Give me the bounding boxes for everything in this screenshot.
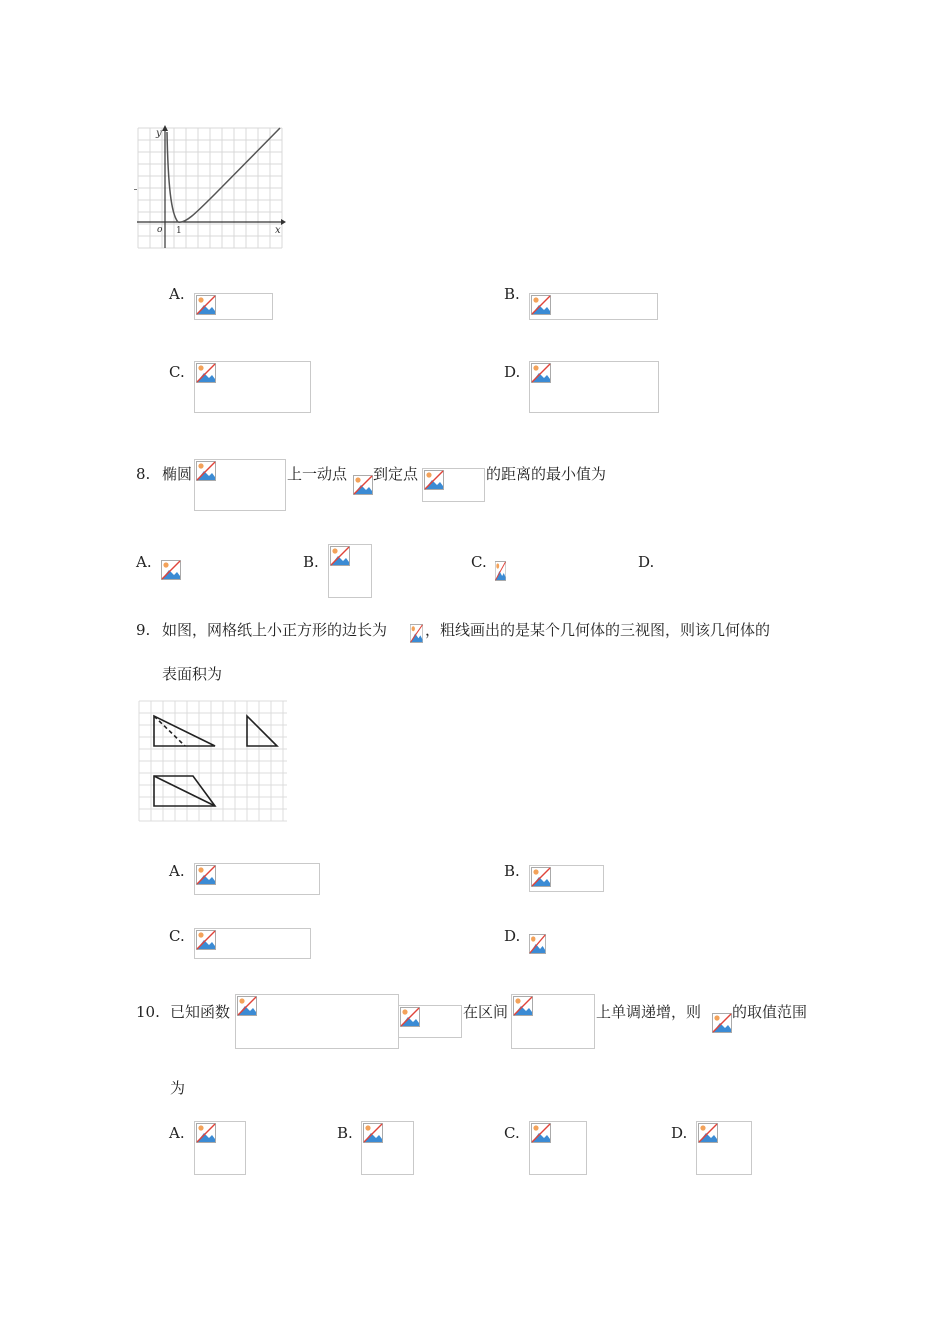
q10-option-c-label: C.	[504, 1124, 520, 1142]
function-graph-figure	[135, 124, 287, 250]
broken-image-icon	[196, 295, 216, 315]
broken-image-icon	[513, 996, 533, 1016]
q10-text-range: 的取值范围	[732, 1003, 808, 1021]
q7-option-b-image	[529, 293, 658, 320]
q9-option-c-label: C.	[169, 927, 185, 945]
q10-option-a-label: A.	[169, 1124, 185, 1142]
q8-option-a-image	[160, 559, 182, 581]
broken-image-icon	[353, 475, 373, 495]
broken-image-icon	[196, 1123, 216, 1143]
q10-text-wei: 为	[170, 1079, 186, 1097]
broken-image-icon	[237, 996, 257, 1016]
q8-option-a-label: A.	[136, 553, 152, 571]
q9-option-d-image	[529, 933, 547, 955]
q7-option-a-label: A.	[169, 285, 185, 303]
q9-option-a-label: A.	[169, 862, 185, 880]
broken-image-icon	[196, 930, 216, 950]
q10-option-d-image	[696, 1121, 752, 1175]
q10-option-c-image	[529, 1121, 587, 1175]
q7-option-b-label: B.	[504, 285, 520, 303]
q8-option-b-label: B.	[303, 553, 319, 571]
three-view-svg	[137, 699, 289, 823]
q10-option-a-image	[194, 1121, 246, 1175]
broken-image-icon	[529, 934, 546, 954]
q9-option-b-label: B.	[504, 862, 520, 880]
broken-image-icon	[196, 363, 216, 383]
origin-label: o	[157, 225, 163, 235]
q8-number: 8.	[136, 465, 151, 483]
broken-image-icon	[531, 363, 551, 383]
broken-image-icon	[363, 1123, 383, 1143]
q8-option-c-image	[495, 560, 507, 582]
broken-image-icon	[196, 461, 216, 481]
q8-text-moving-point: 上一动点	[287, 465, 348, 483]
q8-text-fixed-point: 到定点	[373, 465, 419, 483]
broken-image-icon	[531, 1123, 551, 1143]
q10-text-interval: 在区间	[463, 1003, 509, 1021]
q9-option-b-image	[529, 865, 604, 892]
q8-point-image	[352, 474, 374, 496]
broken-image-icon	[330, 546, 350, 566]
q7-option-c-image	[194, 361, 311, 413]
q9-number: 9.	[136, 621, 151, 639]
broken-image-icon	[712, 1013, 732, 1033]
three-view-figure	[137, 699, 289, 823]
q10-interval-image	[511, 994, 595, 1049]
q7-option-d-label: D.	[504, 363, 521, 381]
q7-option-a-image	[194, 293, 273, 320]
broken-image-icon	[698, 1123, 718, 1143]
q10-option-b-image	[361, 1121, 414, 1175]
q9-option-a-image	[194, 863, 320, 895]
q8-fixed-point-image	[422, 468, 485, 502]
broken-image-icon	[196, 865, 216, 885]
broken-image-icon	[410, 624, 423, 643]
broken-image-icon	[161, 560, 181, 580]
q8-text-ellipse: 椭圆	[162, 465, 193, 483]
q9-text-part1: 如图，网格纸上小正方形的边长为	[162, 621, 388, 639]
q10-function-image	[235, 994, 399, 1049]
q8-option-b-image	[328, 544, 372, 598]
broken-image-icon	[424, 470, 444, 490]
broken-image-icon	[495, 561, 506, 581]
y-axis-label: y	[156, 128, 162, 139]
broken-image-icon	[531, 295, 551, 315]
hidden-edge	[154, 716, 185, 746]
q10-option-b-label: B.	[337, 1124, 353, 1142]
tick-label-1: 1	[176, 226, 182, 236]
q8-ellipse-equation-image	[194, 459, 286, 511]
q7-option-d-image	[529, 361, 659, 413]
curve	[167, 128, 280, 222]
broken-image-icon	[531, 867, 551, 887]
q9-text-part2: ，粗线画出的是某个几何体的三视图，则该几何体的	[425, 621, 771, 639]
x-axis-label: x	[275, 225, 281, 236]
q7-option-c-label: C.	[169, 363, 185, 381]
q10-parameter-image	[711, 1012, 733, 1034]
q8-option-c-label: C.	[471, 553, 487, 571]
side-view	[247, 716, 277, 746]
graph-tick-mark	[134, 189, 137, 190]
q9-side-length-image	[410, 623, 424, 643]
q10-condition-image	[398, 1005, 462, 1038]
q10-text-function: 已知函数	[170, 1003, 231, 1021]
q8-text-min-distance: 的距离的最小值为	[486, 465, 607, 483]
q10-text-increasing: 上单调递增，则	[596, 1003, 702, 1021]
q9-option-c-image	[194, 928, 311, 959]
q10-number: 10.	[136, 1003, 160, 1021]
function-graph-svg	[135, 124, 287, 250]
q9-option-d-label: D.	[504, 927, 521, 945]
q8-option-d-label: D.	[638, 553, 655, 571]
q10-option-d-label: D.	[671, 1124, 688, 1142]
q9-text-part3: 表面积为	[162, 665, 223, 683]
broken-image-icon	[400, 1007, 420, 1027]
